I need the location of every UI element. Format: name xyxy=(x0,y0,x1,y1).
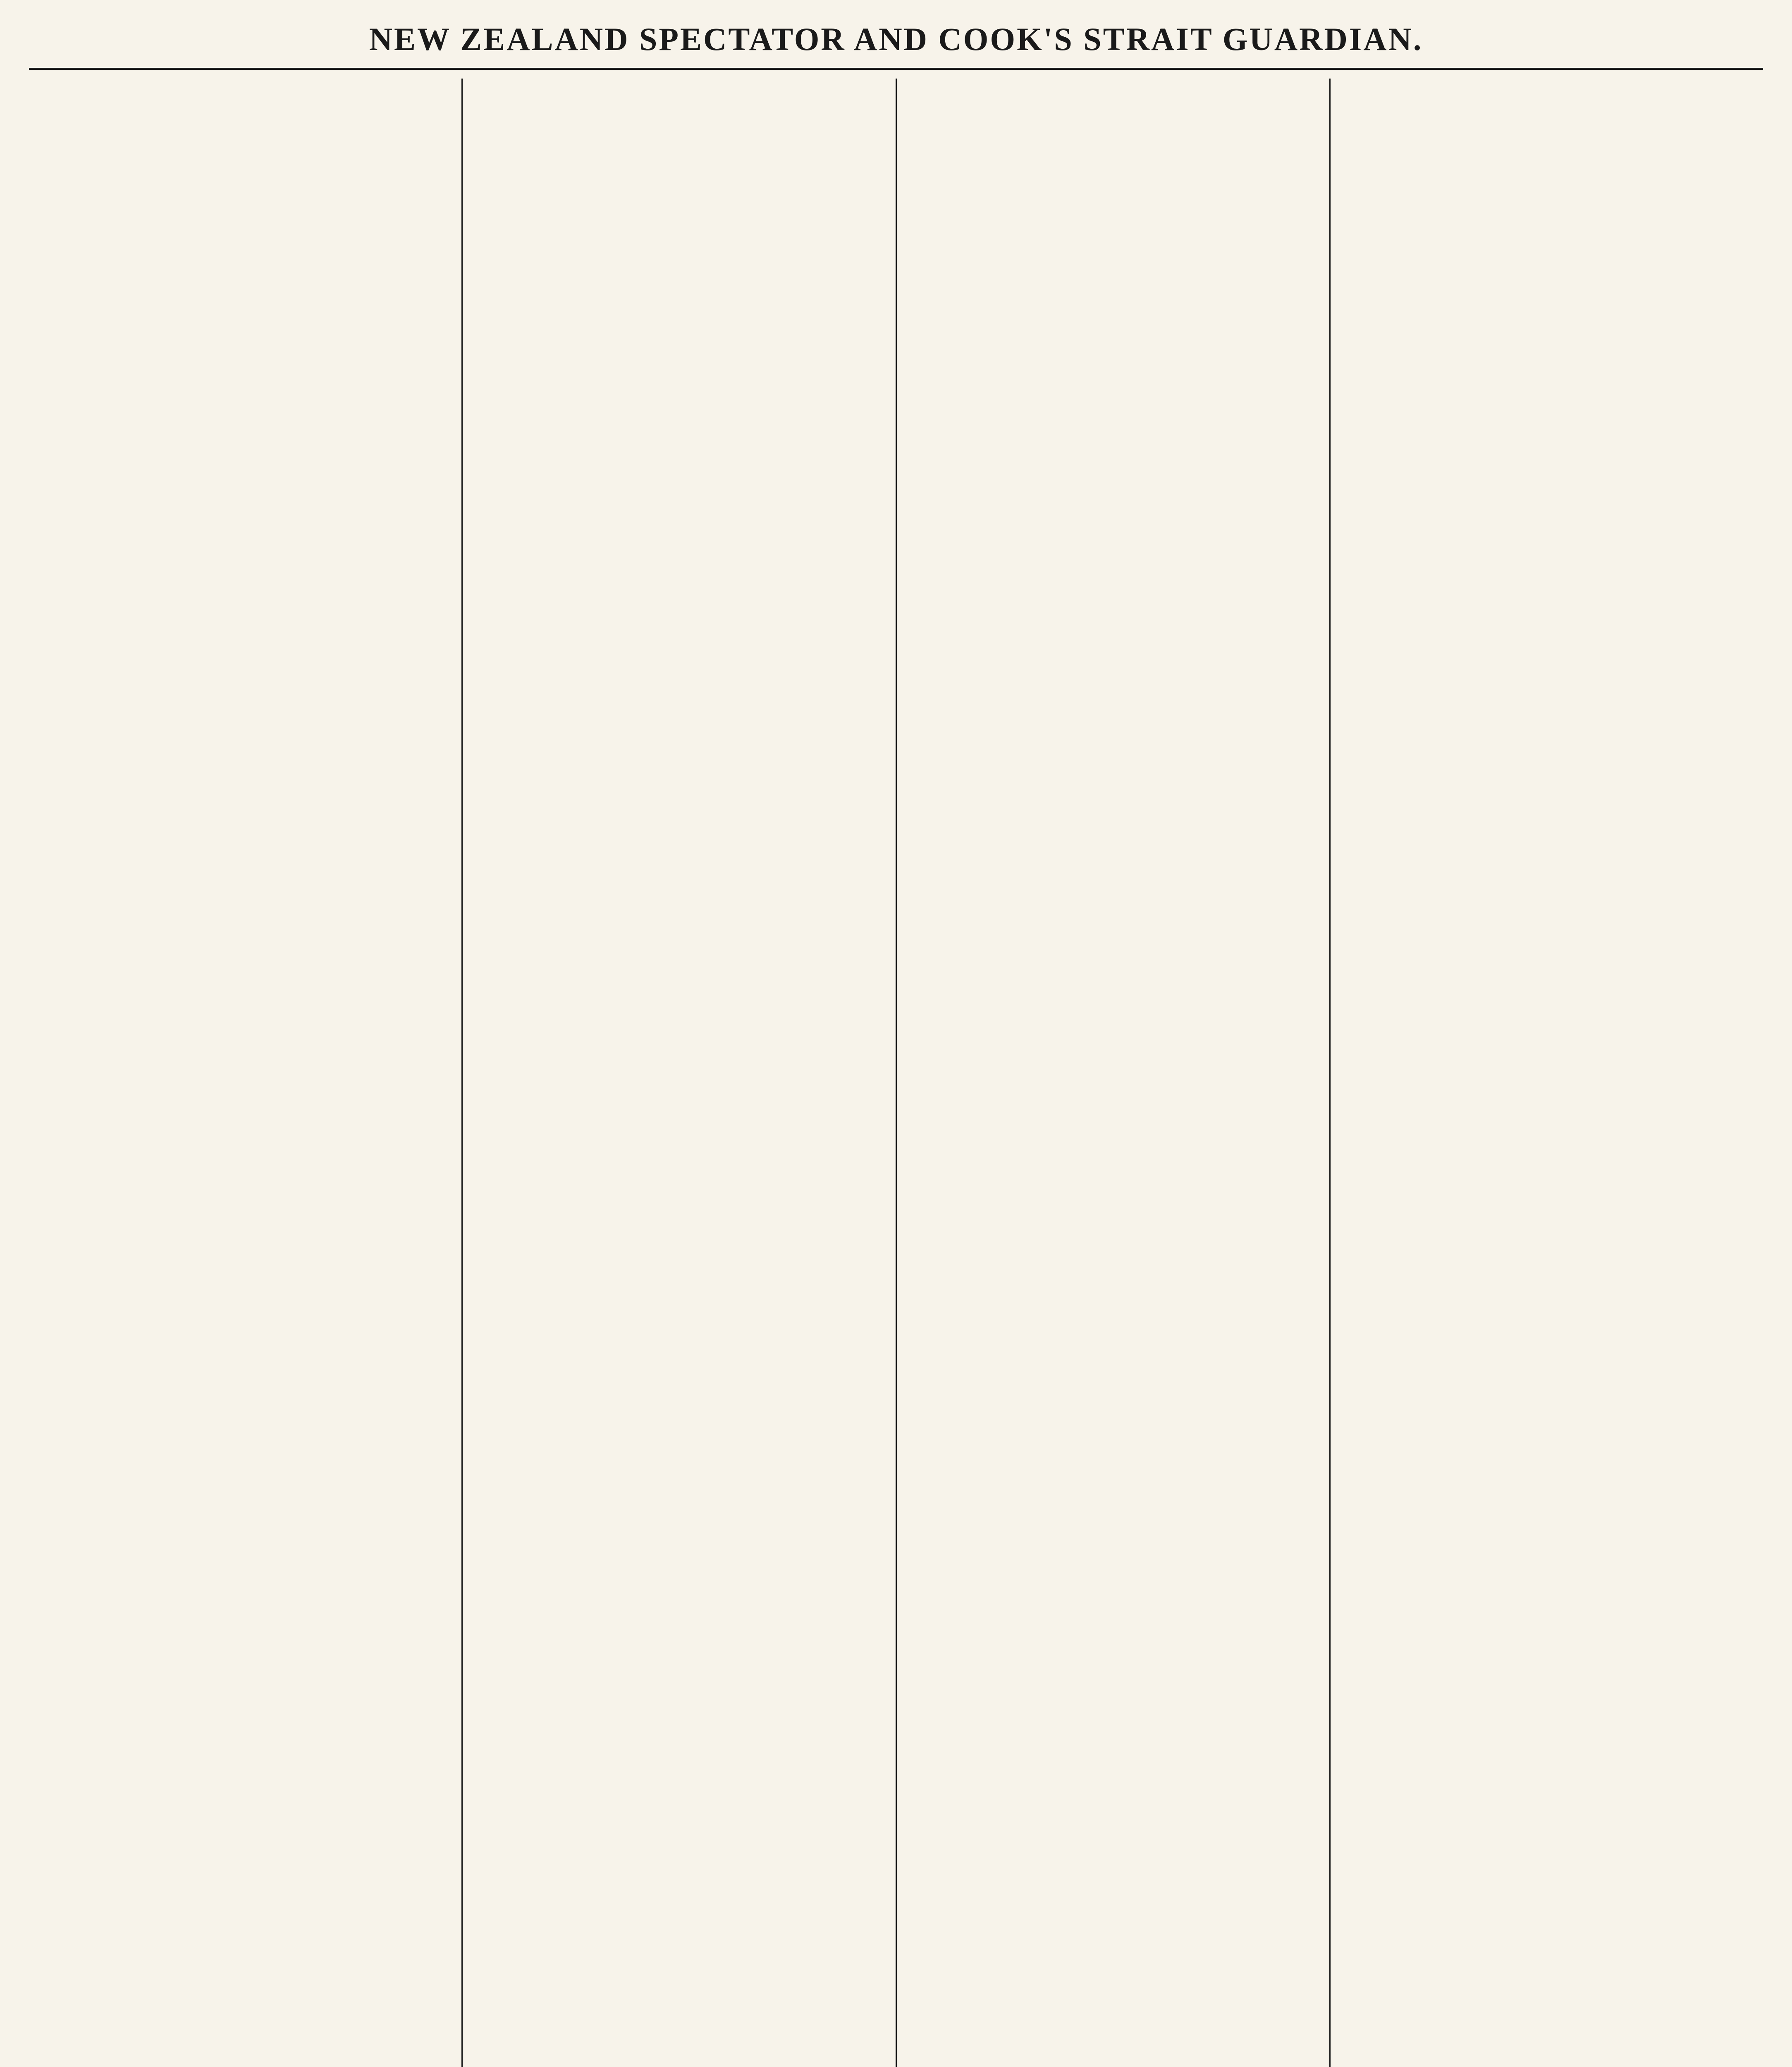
column-3-paragraph xyxy=(908,79,1319,103)
column-4 xyxy=(1329,79,1763,2067)
masthead-title: NEW ZEALAND SPECTATOR AND COOK'S STRAIT GUARDIAN. xyxy=(369,21,1423,57)
column-3 xyxy=(896,79,1329,2067)
column-1 xyxy=(29,79,461,2067)
column-1-paragraph xyxy=(40,79,451,103)
section-subheading xyxy=(473,138,884,163)
column-4-paragraph xyxy=(1341,79,1752,103)
masthead-rule xyxy=(29,68,1763,70)
article-columns xyxy=(29,79,1763,2067)
section-heading xyxy=(473,113,884,133)
column-2-paragraph xyxy=(473,79,884,103)
column-2 xyxy=(461,79,895,2067)
